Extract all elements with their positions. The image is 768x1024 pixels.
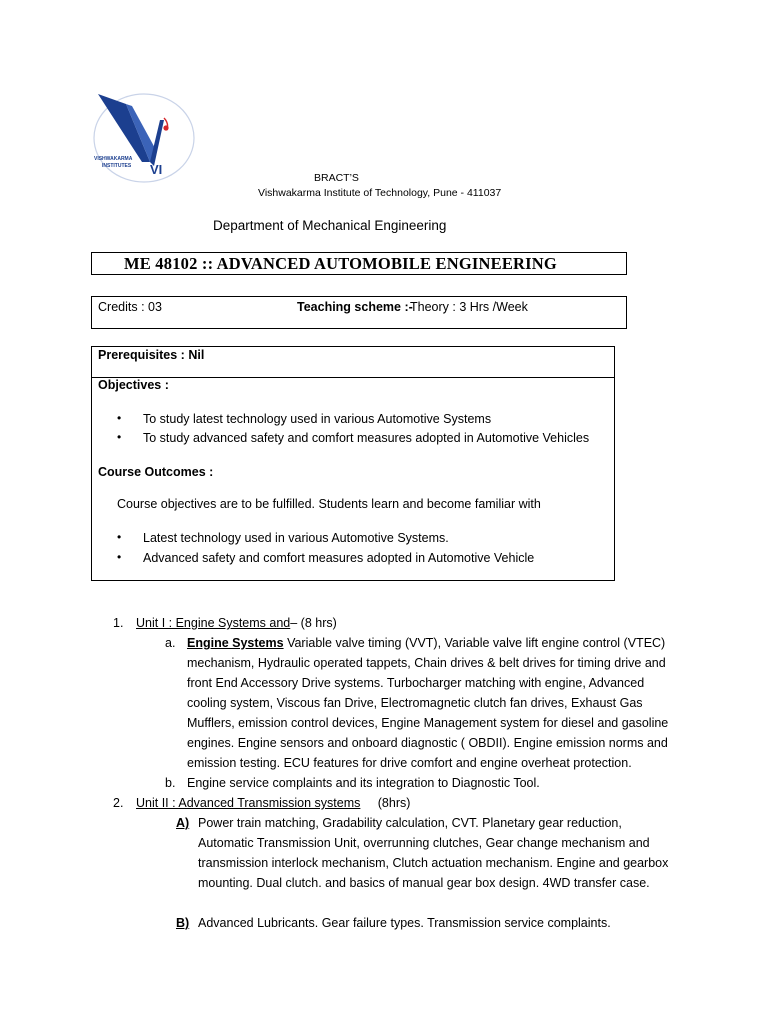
institute-address: Vishwakarma Institute of Technology, Pune - 411037 bbox=[258, 187, 502, 199]
sub-marker: b. bbox=[165, 776, 176, 790]
unit-2-B-text: Advanced Lubricants. Gear failure types. Transmission service complaints. bbox=[198, 916, 611, 930]
unit-2-A-line: mounting. Dual clutch. and basics of manual gear box design. 4WD transfer case. bbox=[198, 876, 650, 890]
course-title-box bbox=[91, 252, 627, 275]
unit-number: 2. bbox=[113, 796, 124, 810]
outcomes-heading: Course Outcomes : bbox=[98, 465, 214, 479]
unit-1-a-line: cooling system, Viscous fan Drive, Electromagnetic clutch fan drives, Exhaust Gas bbox=[187, 696, 643, 710]
bullet-icon: • bbox=[117, 430, 122, 444]
unit-2-A-line: Power train matching, Gradability calculation, CVT. Planetary gear reduction, bbox=[198, 816, 622, 830]
org-name: BRACT’S bbox=[314, 172, 359, 184]
teaching-scheme-label: Teaching scheme :- bbox=[297, 300, 413, 314]
unit-number: 1. bbox=[113, 616, 124, 630]
box-divider bbox=[92, 377, 614, 378]
bullet-icon: • bbox=[117, 411, 122, 425]
unit-1-heading bbox=[136, 613, 337, 633]
unit-1-a-line: engines. Engine sensors and onboard diagnostic ( OBDII). Engine emission norms and bbox=[187, 736, 668, 750]
credits-text: Credits : 03 bbox=[98, 300, 162, 314]
course-title: ME 48102 :: ADVANCED AUTOMOBILE ENGINEERING bbox=[124, 254, 557, 273]
unit-1-a-line: front End Accessory Drive systems. Turbocharger matching with engine, Advanced bbox=[187, 676, 645, 690]
sub-marker: A) bbox=[176, 816, 190, 830]
sub-marker: a. bbox=[165, 636, 176, 650]
outcome-item: Advanced safety and comfort measures adopted in Automotive Vehicle bbox=[143, 551, 535, 565]
course-info-box bbox=[91, 346, 615, 581]
unit-2-title: Unit II : Advanced Transmission systems bbox=[136, 796, 361, 810]
unit-1-a-text bbox=[187, 633, 668, 773]
unit-1-a-line: mechanism, Hydraulic operated tappets, Chain drives & belt drives for timing drive and bbox=[187, 656, 666, 670]
unit-1-b-text: Engine service complaints and its integration to Diagnostic Tool. bbox=[187, 776, 540, 790]
outcome-item: Latest technology used in various Automotive Systems. bbox=[143, 531, 449, 545]
unit-2-A-text bbox=[198, 813, 668, 893]
department-name: Department of Mechanical Engineering bbox=[213, 218, 447, 233]
institute-logo bbox=[90, 90, 198, 186]
prerequisites: Prerequisites : Nil bbox=[98, 348, 205, 362]
objective-item: To study advanced safety and comfort measures adopted in Automotive Vehicles bbox=[143, 431, 590, 445]
objectives-heading: Objectives : bbox=[98, 378, 169, 392]
unit-2-A-line: transmission interlock mechanism, Clutch actuation mechanism. Engine and gearbox bbox=[198, 856, 669, 870]
unit-2-A-line: Automatic Transmission Unit, overrunning clutches, Gear change mechanism and bbox=[198, 836, 650, 850]
logo-text-1: VISHWAKARMA bbox=[94, 156, 133, 162]
bullet-icon: • bbox=[117, 550, 122, 564]
engine-systems-heading: Engine Systems bbox=[187, 636, 284, 650]
credits-box bbox=[91, 296, 627, 329]
unit-1-a-line: Variable valve timing (VVT), Variable valve lift engine control (VTEC) bbox=[287, 636, 666, 650]
unit-1-a-line: emission testing. ECU features for drive comfort and engine overheat protection. bbox=[187, 756, 632, 770]
teaching-scheme-value: Theory : 3 Hrs /Week bbox=[410, 300, 528, 314]
unit-1-title: Unit I : Engine Systems and bbox=[136, 616, 291, 630]
bullet-icon: • bbox=[117, 530, 122, 544]
objective-item: To study latest technology used in various Automotive Systems bbox=[143, 412, 492, 426]
unit-1-a-line: Mufflers, emission control devices, Engine Management system for diesel and gasoline bbox=[187, 716, 669, 730]
sub-marker: B) bbox=[176, 916, 190, 930]
unit-2-hours: (8hrs) bbox=[377, 796, 411, 810]
logo-text-2: INSTITUTES bbox=[102, 163, 132, 169]
outcomes-intro: Course objectives are to be fulfilled. Students learn and become familiar with bbox=[117, 497, 541, 511]
unit-2-heading bbox=[136, 793, 410, 813]
unit-1-hours: – (8 hrs) bbox=[290, 616, 337, 630]
logo-mark: VI bbox=[150, 162, 163, 177]
